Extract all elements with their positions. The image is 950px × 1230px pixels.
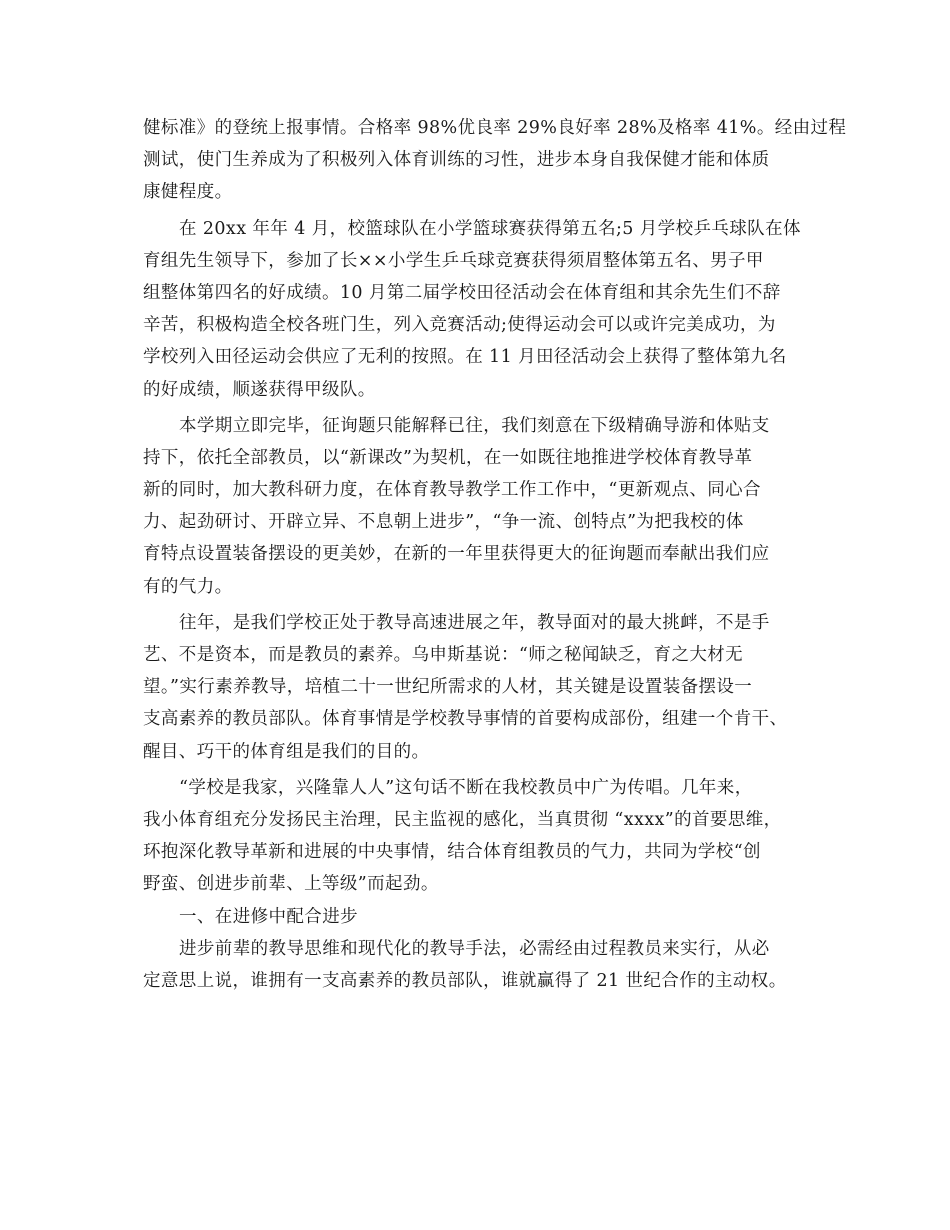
- text-line: “学校是我家，兴隆靠人人”这句话不断在我校教员中广为传唱。几年来，: [179, 777, 753, 798]
- text-line: 艺、不是资本，而是教员的素养。乌申斯基说：“师之秘闻缺乏，育之大材无: [143, 645, 744, 665]
- text-line: 健标准》的登统上报事情。合格率 98%优良率 29%良好率 28%及格率 41%。经由过程: [143, 118, 847, 138]
- paragraph: [143, 410, 843, 603]
- paragraph: [143, 933, 843, 997]
- document-body: [143, 112, 847, 997]
- text-line: 组整体第四名的好成绩。10 月第二届学校田径活动会在体育组和其余先生们不辞: [143, 282, 781, 303]
- text-line: 往年，是我们学校正处于教导高速进展之年，教导面对的最大挑衅，不是手: [179, 612, 770, 633]
- section-heading: [143, 901, 843, 933]
- text-line: 野蛮、创进步前辈、上等级”而起劲。: [143, 874, 439, 895]
- text-line: 定意思上说，谁拥有一支高素养的教员部队，谁就赢得了 21 世纪合作的主动权。: [143, 970, 787, 991]
- text-line: 我小体育组充分发扬民主治理，民主监视的感化，当真贯彻 “xxxx”的首要思维，: [143, 809, 782, 830]
- text-line: 醒目、巧干的体育组是我们的目的。: [143, 741, 430, 762]
- text-line: 进步前辈的教导思维和现代化的教导手法，必需经由过程教员来实行，从必: [179, 938, 770, 959]
- text-line: 一、在进修中配合进步: [179, 906, 358, 927]
- text-line: 育组先生领导下，参加了长××小学生乒乓球竞赛获得须眉整体第五名、男子甲: [143, 250, 764, 271]
- paragraph: [143, 772, 843, 901]
- text-line: 辛苦，积极构造全校各班门生，列入竞赛活动;使得运动会可以或许完美成功，为: [143, 315, 776, 336]
- paragraph: [143, 607, 843, 768]
- text-line: 望。”实行素养教导，培植二十一世纪所需求的人材，其关键是设置装备摆设一: [143, 677, 753, 698]
- text-line: 有的气力。: [143, 576, 233, 597]
- text-line: 环抱深化教导革新和进展的中央事情，结合体育组教员的气力，共同为学校“创: [143, 842, 761, 863]
- text-line: 育特点设置装备摆设的更美妙，在新的一年里获得更大的征询题而奉献出我们应: [143, 544, 770, 565]
- paragraph: [143, 112, 847, 209]
- text-line: 的好成绩，顺遂获得甲级队。: [143, 379, 376, 400]
- text-line: 学校列入田径运动会供应了无利的按照。在 11 月田径活动会上获得了整体第九名: [143, 347, 787, 368]
- text-line: 支高素养的教员部队。体育事情是学校教导事情的首要构成部份，组建一个肯干、: [143, 709, 788, 730]
- text-line: 力、起劲研讨、开辟立异、不息朝上进步”，“争一流、创特点”为把我校的体: [143, 512, 744, 533]
- text-line: 新的同时，加大教科研力度，在体育教导教学工作工作中，“更新观点、同心合: [143, 480, 761, 501]
- text-line: 在 20xx 年年 4 月，校篮球队在小学篮球赛获得第五名;5 月学校乒乓球队在体: [179, 218, 801, 239]
- text-line: 持下，依托全部教员，以“新课改”为契机，在一如既往地推进学校体育教导革: [143, 447, 753, 468]
- text-line: 本学期立即完毕，征询题只能解释已往，我们刻意在下级精确导游和体贴支: [179, 415, 770, 436]
- text-line: 康健程度。: [143, 182, 233, 203]
- paragraph: [143, 213, 843, 406]
- text-line: 测试，使门生养成为了积极列入体育训练的习性，进步本身自我保健才能和体质: [143, 150, 770, 171]
